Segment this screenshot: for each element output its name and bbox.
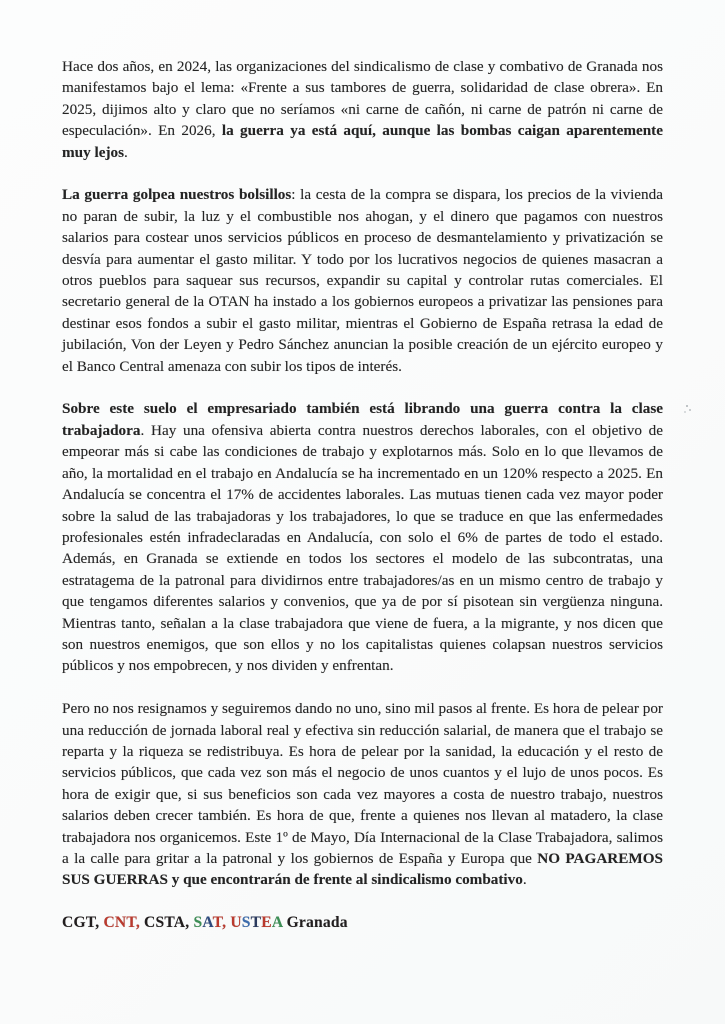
bold-text-run: La guerra golpea nuestros bolsillos bbox=[62, 186, 292, 204]
bold-text-run: Sobre este suelo el empresariado también está librando una guerra contra la clase trabajadora bbox=[62, 400, 663, 439]
text-run: : la cesta de la compra se dispara, los precios de la vivienda no paran de subir, la luz y el combustible nos ahogan, y el dinero que pagamos con nuestros salarios para costear unos servicios públicos en proceso de desmantelamiento y privatización se desvía para aumentar el gasto militar. Y todo por los lucrativos negocios de quienes masacran a otros pueblos para saquear sus recursos, expandir su capital y controlar rutas comerciales. El secretario general de la OTAN ha instado a los gobiernos europeos a privatizar las pensiones para destinar esos fondos a subir el gasto militar, mientras el Gobierno de España retrasa la edad de jubilación, Von der Leyen y Pedro Sánchez anuncian la posible creación de un ejército europeo y el Banco Central amenaza con subir los tipos de interés. bbox=[62, 186, 663, 375]
bold-text-run: la guerra ya está aquí, aunque las bombas caigan aparentemente muy lejos bbox=[62, 122, 663, 161]
text-run: . bbox=[522, 871, 527, 889]
text-run: Hace dos años, en 2024, las organizaciones del sindicalismo de clase y combativo de Granada nos manifestamos bajo el lema: «Frente a sus tambores de guerra, solidaridad de clase obrera». En 2025, dijimos alto y claro que no seríamos «ni carne de cañón, ni carne de patrón ni carne de especulación». En 2026, bbox=[62, 58, 663, 140]
bold-text-run: T bbox=[212, 914, 223, 932]
bold-text-run: E bbox=[261, 914, 272, 932]
bold-text-run: CSTA bbox=[144, 914, 186, 932]
bold-text-run: A bbox=[202, 914, 213, 932]
bold-text-run: NO PAGAREMOS SUS GUERRAS y que encontrarán de frente al sindicalismo combativo bbox=[62, 849, 663, 889]
bold-text-run: Granada bbox=[282, 914, 348, 932]
document-text bbox=[62, 56, 663, 934]
bold-text-run: , bbox=[222, 914, 231, 932]
bold-text-run: , bbox=[135, 914, 145, 932]
text-run: . Hay una ofensiva abierta contra nuestros derechos laborales, con el objetivo de empeorar más si cabe las condiciones de trabajo y explotarnos más. Solo en lo que llevamos de año, la mortalidad en el trabajo en Andalucía se ha incrementado en un 120% respecto a 2025. En Andalucía se concentra el 17% de accidentes laborales. Las mutuas tienen cada vez mayor poder sobre la salud de las trabajadoras y los trabajadores, lo que se traduce en que las enfermedades profesionales estén infradeclaradas en Andalucía, con solo el 6% de partes de todo el estado. Además, en Granada se extiende en todos los sectores el modelo de las subcontratas, una estratagema de la patronal para dividirnos entre trabajadores/as en un mismo centro de trabajo y que tengamos diferentes salarios y convenios, que ya de por sí pisotean sin vergüenza ninguna. Mientras tanto, señalan a la clase trabajadora que viene de fuera, a la migrante, y nos dicen que son nuestros enemigos, que son ellos y no los capitalistas quienes colapsan nuestros servicios públicos y nos empobrecen, y nos dividen y enfrentan. bbox=[62, 421, 663, 675]
text-run: Pero no nos resignamos y seguiremos dando no uno, sino mil pasos al frente. Es hora de pelear por una reducción de jornada laboral real y efectiva sin reducción salarial, de manera que el trabajo se reparta y la riqueza se redistribuya. Es hora de pelear por la sanidad, la educación y el resto de servicios públicos, que cada vez son más el negocio de unos cuantos y el lujo de unos pocos. Es hora de exigir que, si sus beneficios son cada vez mayores a costa de nuestro trabajo, nuestros salarios deben crecer también. Es hora de que, frente a quienes nos llevan al matadero, la clase trabajadora nos organicemos. Este 1º de Mayo, Día Internacional de la Clase Trabajadora, salimos a la calle para gritar a la patronal y los gobiernos de España y Europa que bbox=[62, 700, 663, 867]
paragraph-guerra-bolsillos bbox=[62, 184, 663, 377]
signature-line bbox=[62, 912, 663, 933]
paragraph-mil-pasos bbox=[62, 698, 663, 891]
bold-text-run: T bbox=[250, 914, 262, 932]
bold-text-run: S bbox=[193, 914, 203, 932]
bold-text-run: U bbox=[230, 914, 242, 932]
bold-text-run: S bbox=[241, 914, 251, 932]
bold-text-run: , bbox=[185, 914, 194, 932]
paragraph-empresariado bbox=[62, 398, 663, 676]
scan-speck-artifact bbox=[686, 405, 688, 407]
bold-text-run: , bbox=[95, 914, 104, 932]
text-run: . bbox=[124, 143, 128, 161]
paragraph-intro bbox=[62, 56, 663, 163]
bold-text-run: A bbox=[271, 914, 283, 932]
bold-text-run: CNT bbox=[103, 914, 136, 932]
bold-text-run: CGT bbox=[62, 914, 96, 932]
